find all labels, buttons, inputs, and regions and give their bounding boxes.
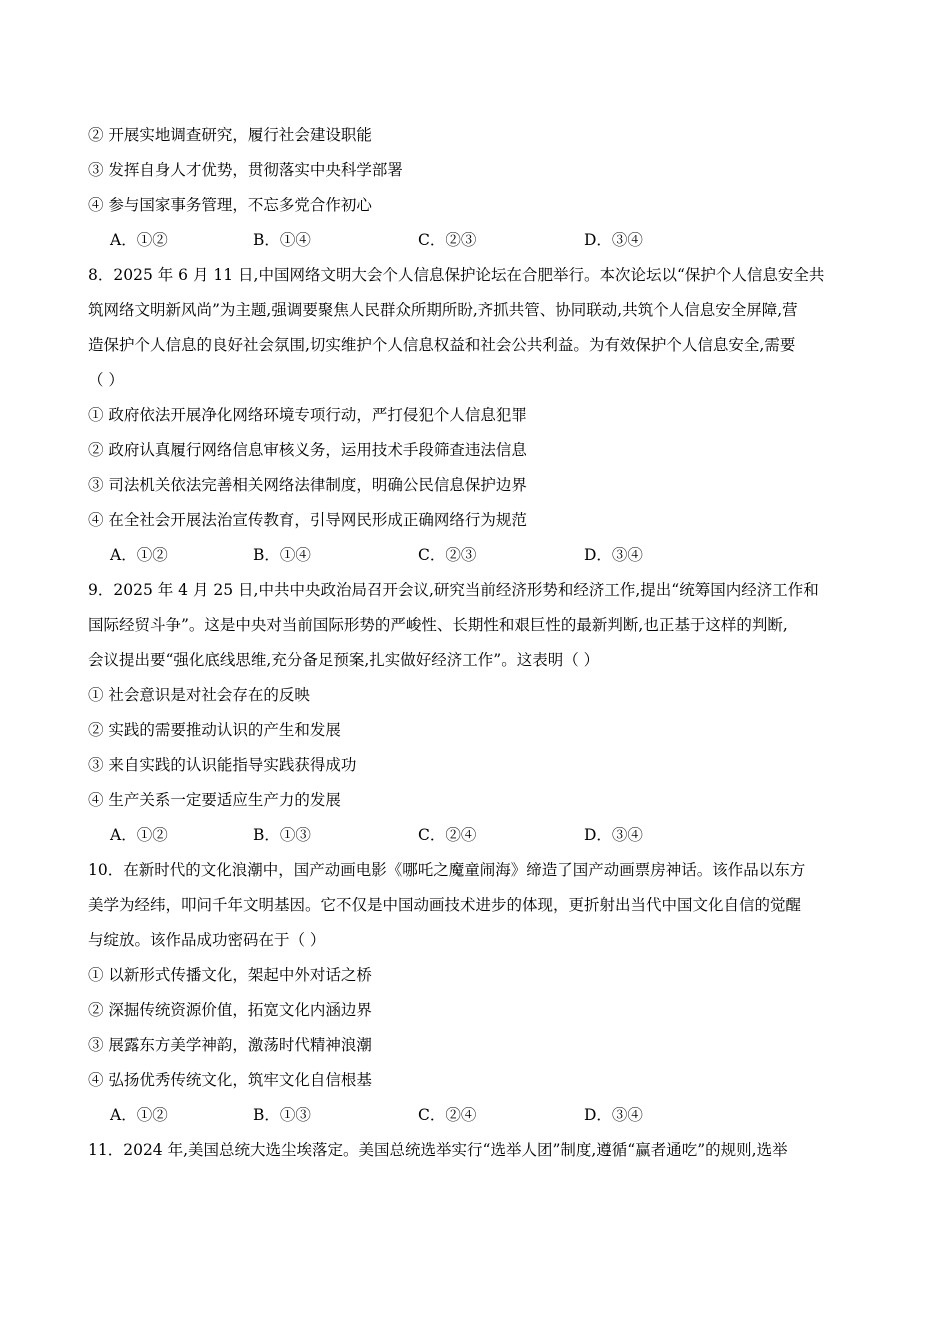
- q7-answer-choices: [88, 223, 858, 258]
- q9-answer-a: A．①②: [110, 826, 168, 844]
- q9-option-4: ④ 生产关系一定要适应生产力的发展: [88, 791, 341, 809]
- q10-answer-choices: [88, 1098, 858, 1133]
- q7-answer-c: C．②③: [418, 231, 477, 249]
- q10-answer-b: B．①③: [253, 1106, 311, 1124]
- q10-option-2: ② 深掘传统资源价值，拓宽文化内涵边界: [88, 1001, 372, 1019]
- q7-option-4: ④ 参与国家事务管理，不忘多党合作初心: [88, 196, 372, 214]
- q7-answer-d: D．③④: [584, 231, 643, 249]
- q8-answer-a: A．①②: [110, 546, 168, 564]
- q8-stem-line-4: （ ）: [88, 371, 124, 389]
- q9-answer-b: B．①③: [253, 826, 311, 844]
- q10-option-1: ① 以新形式传播文化，架起中外对话之桥: [88, 966, 372, 984]
- q8-option-2: ② 政府认真履行网络信息审核义务，运用技术手段筛查违法信息: [88, 441, 527, 459]
- q10-option-3: ③ 展露东方美学神韵，激荡时代精神浪潮: [88, 1036, 372, 1054]
- q10-stem-line-1: 10．在新时代的文化浪潮中，国产动画电影《哪吒之魔童闹海》缔造了国产动画票房神话。该作品以东方: [88, 861, 806, 879]
- q7-option-2: ② 开展实地调查研究，履行社会建设职能: [88, 126, 372, 144]
- question-8: [88, 258, 858, 573]
- q9-stem-line-2: 国际经贸斗争”。这是中央对当前国际形势的严峻性、长期性和艰巨性的最新判断,也正基于这样的判断,: [88, 616, 788, 634]
- q10-stem-line-2: 美学为经纬，叩问千年文明基因。它不仅是中国动画技术进步的体现，更折射出当代中国文化自信的觉醒: [88, 896, 802, 914]
- q10-stem-line-3: 与绽放。该作品成功密码在于（ ）: [88, 931, 326, 949]
- q9-answer-choices: [88, 818, 858, 853]
- q9-option-3: ③ 来自实践的认识能指导实践获得成功: [88, 756, 357, 774]
- q9-stem-line-1: 9．2025 年 4 月 25 日,中共中央政治局召开会议,研究当前经济形势和经济工作,提出“统筹国内经济工作和: [88, 581, 819, 599]
- q10-answer-c: C．②④: [418, 1106, 477, 1124]
- q7-answer-a: A．①②: [110, 231, 168, 249]
- question-10: [88, 853, 858, 1133]
- q8-answer-choices: [88, 538, 858, 573]
- q11-stem-line-1: 11．2024 年,美国总统大选尘埃落定。美国总统选举实行“选举人团”制度,遵循“赢者通吃”的规则,选举: [88, 1141, 788, 1159]
- q8-answer-b: B．①④: [253, 546, 311, 564]
- q10-answer-a: A．①②: [110, 1106, 168, 1124]
- q8-answer-c: C．②③: [418, 546, 477, 564]
- q8-option-4: ④ 在全社会开展法治宣传教育，引导网民形成正确网络行为规范: [88, 511, 527, 529]
- q9-option-1: ① 社会意识是对社会存在的反映: [88, 686, 310, 704]
- q8-stem-line-1: 8．2025 年 6 月 11 日,中国网络文明大会个人信息保护论坛在合肥举行。本次论坛以“保护个人信息安全共: [88, 266, 825, 284]
- q8-option-3: ③ 司法机关依法完善相关网络法律制度，明确公民信息保护边界: [88, 476, 527, 494]
- question-7: [88, 118, 858, 258]
- q8-stem-line-2: 筑网络文明新风尚”为主题,强调要聚焦人民群众所期所盼,齐抓共管、协同联动,共筑个人信息安全屏障,营: [88, 301, 798, 319]
- q7-answer-b: B．①④: [253, 231, 311, 249]
- question-11: [88, 1133, 858, 1168]
- q9-stem-line-3: 会议提出要“强化底线思维,充分备足预案,扎实做好经济工作”。这表明（ ）: [88, 651, 600, 669]
- exam-page: [88, 118, 858, 1168]
- q7-option-3: ③ 发挥自身人才优势，贯彻落实中央科学部署: [88, 161, 403, 179]
- question-9: [88, 573, 858, 853]
- q9-answer-d: D．③④: [584, 826, 643, 844]
- q9-answer-c: C．②④: [418, 826, 477, 844]
- q10-answer-d: D．③④: [584, 1106, 643, 1124]
- q8-stem-line-3: 造保护个人信息的良好社会氛围,切实维护个人信息权益和社会公共利益。为有效保护个人信息安全,需要: [88, 336, 796, 354]
- q8-option-1: ① 政府依法开展净化网络环境专项行动，严打侵犯个人信息犯罪: [88, 406, 527, 424]
- q8-answer-d: D．③④: [584, 546, 643, 564]
- q9-option-2: ② 实践的需要推动认识的产生和发展: [88, 721, 341, 739]
- q10-option-4: ④ 弘扬优秀传统文化，筑牢文化自信根基: [88, 1071, 372, 1089]
